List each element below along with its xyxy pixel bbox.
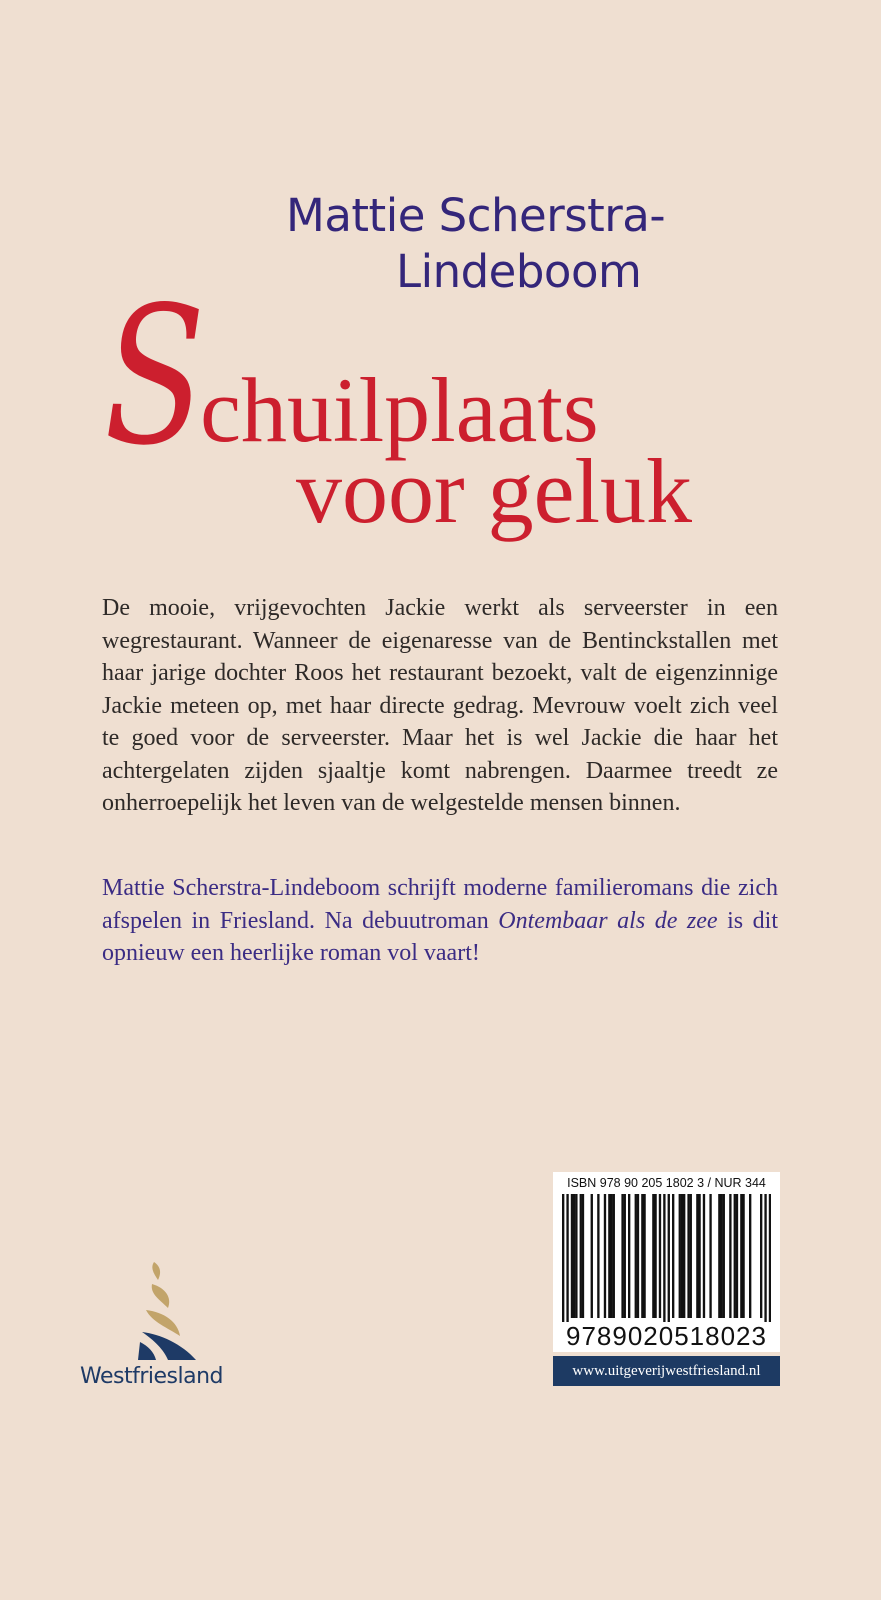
bio-text-after: is dit opnieuw een heerlijke roman vol vaart! xyxy=(102,907,778,966)
barcode-bar xyxy=(769,1194,771,1322)
barcode-bar xyxy=(690,1194,692,1318)
barcode-bar xyxy=(610,1194,612,1318)
title-initial: S xyxy=(104,266,206,487)
title-line-2: voor geluk xyxy=(296,440,693,542)
barcode-bar xyxy=(698,1194,700,1318)
barcode-bar xyxy=(582,1194,584,1318)
barcode xyxy=(562,1194,771,1322)
barcode-bar xyxy=(562,1194,564,1322)
barcode-bar xyxy=(624,1194,626,1318)
barcode-bar xyxy=(764,1194,766,1322)
barcode-bar xyxy=(573,1194,575,1318)
barcode-bar xyxy=(718,1194,720,1318)
barcode-bar xyxy=(621,1194,623,1318)
barcode-bar xyxy=(643,1194,645,1318)
bio-book-title: Ontembaar als de zee xyxy=(498,907,718,934)
barcode-bar xyxy=(742,1194,744,1318)
barcode-bar xyxy=(703,1194,705,1318)
barcode-bar xyxy=(659,1194,661,1318)
barcode-bar xyxy=(709,1194,711,1318)
barcode-bar xyxy=(749,1194,751,1318)
publisher-logo xyxy=(80,1258,250,1394)
barcode-bar xyxy=(654,1194,656,1318)
barcode-bar xyxy=(679,1194,681,1318)
barcode-bar xyxy=(729,1194,731,1318)
barcode-bar xyxy=(740,1194,742,1318)
blurb-text: De mooie, vrijgevochten Jackie werkt als serveerster in een wegrestaurant. Wanneer de eigenaresse van de Bentinckstallen met haar jarige dochter Roos het restaurant bezoekt, valt de eigenzinnige Jackie meteen op, met haar directe gedrag. Mevrouw voelt zich veel te goed voor de serveerster. Maar het is wel Jackie die haar het achtergelaten zijden sjaaltje komt nabrengen. Daarmee treedt ze onherroepelijk het leven van de welgestelde mensen binnen. xyxy=(102,595,778,816)
barcode-bar xyxy=(628,1194,630,1318)
barcode-bar xyxy=(672,1194,674,1318)
barcode-bar xyxy=(663,1194,665,1322)
barcode-bar xyxy=(604,1194,606,1318)
barcode-bar xyxy=(736,1194,738,1318)
title-line-1-rest: chuilplaats xyxy=(200,359,599,461)
barcode-bar xyxy=(580,1194,582,1318)
author-line-2: Lindeboom xyxy=(396,245,642,298)
publisher-name: Westfriesland xyxy=(80,1364,223,1389)
barcode-bar xyxy=(613,1194,615,1318)
barcode-bar xyxy=(681,1194,683,1318)
barcode-bar xyxy=(668,1194,670,1322)
website-url: www.uitgeverijwestfriesland.nl xyxy=(553,1356,780,1386)
barcode-digits: 9789020518023 xyxy=(566,1321,767,1351)
barcode-bar xyxy=(652,1194,654,1318)
barcode-bar xyxy=(571,1194,573,1318)
barcode-bar xyxy=(696,1194,698,1318)
barcode-bar xyxy=(723,1194,725,1318)
barcode-bar xyxy=(635,1194,637,1318)
barcode-bar xyxy=(637,1194,639,1318)
barcode-bar xyxy=(566,1194,568,1322)
author-bio xyxy=(102,872,778,970)
barcode-bar xyxy=(687,1194,689,1318)
author-line-1: Mattie Scherstra- xyxy=(286,189,666,242)
barcode-bar xyxy=(575,1194,577,1318)
barcode-bar xyxy=(608,1194,610,1318)
isbn-text: ISBN 978 90 205 1802 3 / NUR 344 xyxy=(567,1176,766,1190)
barcode-bar xyxy=(591,1194,593,1318)
barcode-bar xyxy=(597,1194,599,1318)
barcode-bar xyxy=(720,1194,722,1318)
bio-text-before: Mattie Scherstra-Lindeboom schrijft moderne familieromans die zich afspelen in Friesland. Na debuutroman xyxy=(102,875,778,934)
barcode-panel xyxy=(553,1172,780,1352)
sail-logo-icon xyxy=(124,1258,204,1362)
barcode-bar xyxy=(734,1194,736,1318)
barcode-bar xyxy=(641,1194,643,1318)
barcode-bar xyxy=(683,1194,685,1318)
barcode-bar xyxy=(760,1194,762,1318)
